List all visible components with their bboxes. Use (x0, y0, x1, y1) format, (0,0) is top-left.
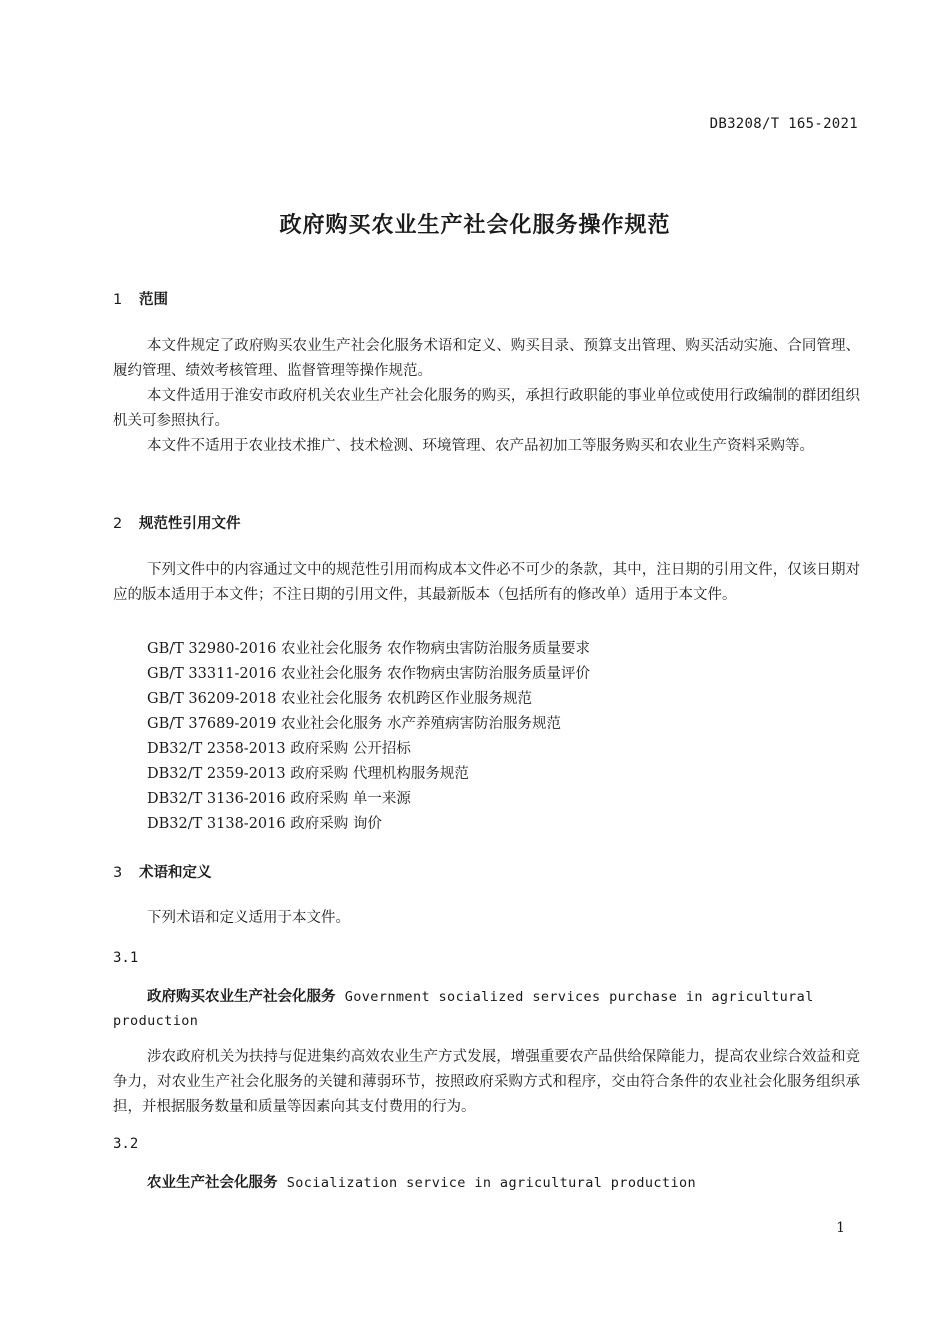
section-3-heading (113, 861, 212, 882)
section-title: 范围 (139, 292, 168, 308)
reference-item: GB/T 32980-2016 农业社会化服务 农作物病虫害防治服务质量要求 (147, 641, 591, 657)
reference-item: DB32/T 3136-2016 政府采购 单一来源 (147, 791, 411, 807)
section-number: 2 (113, 516, 123, 532)
paragraph: 本文件不适用于农业技术推广、技术检测、环境管理、农产品初加工等服务购买和农业生产资料采购等。 (147, 438, 814, 454)
document-code: DB3208/T 165-2021 (709, 116, 858, 132)
term-chinese: 农业生产社会化服务 (147, 1175, 278, 1191)
section-number: 3 (113, 865, 123, 881)
reference-item: GB/T 37689-2019 农业社会化服务 水产养殖病害防治服务规范 (147, 716, 562, 732)
section-2-heading (113, 512, 241, 533)
document-title: 政府购买农业生产社会化服务操作规范 (279, 213, 671, 238)
paragraph: 下列术语和定义适用于本文件。 (147, 910, 350, 926)
section-1-heading (113, 288, 168, 309)
subsection-number: 3.2 (113, 1136, 139, 1152)
reference-item: GB/T 36209-2018 农业社会化服务 农机跨区作业服务规范 (147, 691, 533, 707)
section-title: 术语和定义 (139, 865, 212, 881)
term-chinese: 政府购买农业生产社会化服务 (147, 989, 336, 1005)
term-english: Government socialized services purchase in agricultural production (113, 989, 814, 1029)
paragraph: 下列文件中的内容通过文中的规范性引用而构成本文件必不可少的条款，其中，注日期的引用文件，仅该日期对应的版本适用于本文件；不注日期的引用文件，其最新版本（包括所有的修改单）适用于本文件。 (113, 562, 860, 603)
term-definition: 涉农政府机关为扶持与促进集约高效农业生产方式发展，增强重要农产品供给保障能力，提高农业综合效益和竞争力，对农业生产社会化服务的关键和薄弱环节，按照政府采购方式和程序，交由符合条件的农业社会化服务组织承担，并根据服务数量和质量等因素向其支付费用的行为。 (113, 1049, 860, 1115)
reference-item: DB32/T 2359-2013 政府采购 代理机构服务规范 (147, 766, 469, 782)
subsection-number: 3.1 (113, 950, 139, 966)
reference-item: GB/T 33311-2016 农业社会化服务 农作物病虫害防治服务质量评价 (147, 666, 591, 682)
paragraph: 本文件适用于淮安市政府机关农业生产社会化服务的购买，承担行政职能的事业单位或使用行政编制的群团组织机关可参照执行。 (113, 388, 860, 429)
term-entry (113, 985, 860, 1033)
reference-item: DB32/T 2358-2013 政府采购 公开招标 (147, 741, 411, 757)
paragraph: 本文件规定了政府购买农业生产社会化服务术语和定义、购买目录、预算支出管理、购买活动实施、合同管理、履约管理、绩效考核管理、监督管理等操作规范。 (113, 338, 860, 379)
section-title: 规范性引用文件 (139, 516, 241, 532)
term-english: Socialization service in agricultural production (286, 1175, 697, 1191)
page-number: 1 (836, 1220, 845, 1236)
reference-item: DB32/T 3138-2016 政府采购 询价 (147, 816, 382, 832)
term-entry (113, 1171, 860, 1195)
section-number: 1 (113, 292, 123, 308)
